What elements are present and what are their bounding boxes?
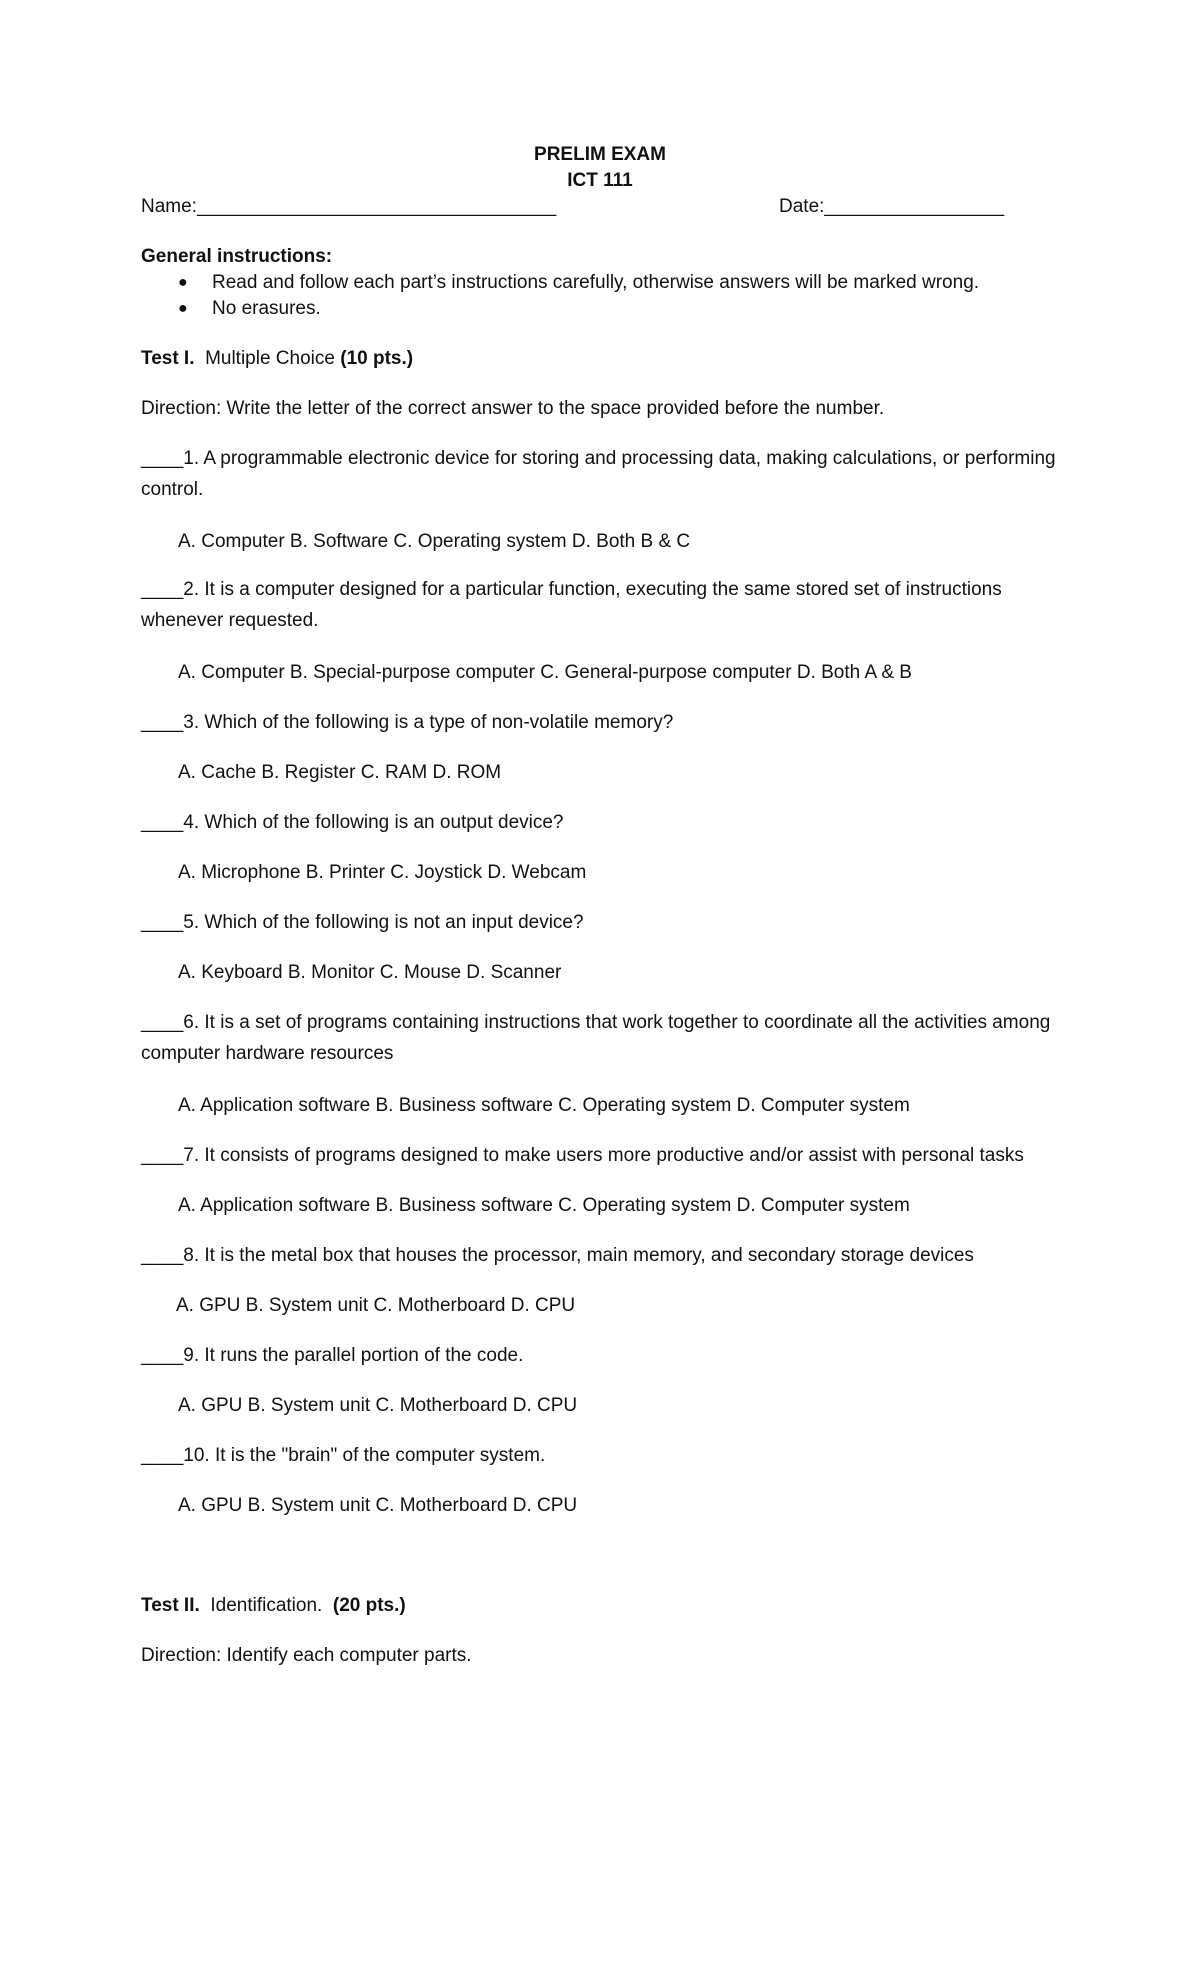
test1-heading — [141, 346, 413, 372]
question-2: ____2. It is a computer designed for a particular function, executing the same stored set of instructions whenever requested. — [141, 579, 1002, 631]
question-4-options: A. Microphone B. Printer C. Joystick D. Webcam — [178, 862, 587, 883]
test1-title: Multiple Choice — [205, 348, 335, 369]
test2-heading — [141, 1593, 406, 1619]
test1-direction: Direction: Write the letter of the correct answer to the space provided before the number. — [141, 398, 885, 419]
question-1: ____1. A programmable electronic device for storing and processing data, making calculations, or performing control. — [141, 448, 1056, 500]
course-code: ICT 111 — [567, 170, 633, 191]
test1-points: (10 pts.) — [340, 348, 414, 369]
test2-direction: Direction: Identify each computer parts. — [141, 1645, 472, 1666]
test2-label: Test II. — [141, 1595, 200, 1616]
question-3-options: A. Cache B. Register C. RAM D. ROM — [178, 762, 502, 783]
question-7: ____7. It consists of programs designed to make users more productive and/or assist with personal tasks — [141, 1145, 1024, 1166]
question-9: ____9. It runs the parallel portion of the code. — [141, 1345, 524, 1366]
question-8: ____8. It is the metal box that houses the processor, main memory, and secondary storage devices — [141, 1245, 974, 1266]
test2-points: (20 pts.) — [332, 1595, 406, 1616]
instruction-item: Read and follow each part’s instructions carefully, otherwise answers will be marked wrong. — [212, 272, 980, 293]
question-6: ____6. It is a set of programs containing instructions that work together to coordinate all the activities among computer hardware resources — [141, 1012, 1051, 1064]
bullet-icon: ● — [178, 300, 188, 317]
date-field: Date:_________________ — [779, 196, 1005, 217]
question-7-options: A. Application software B. Business software C. Operating system D. Computer system — [178, 1195, 910, 1216]
question-5: ____5. Which of the following is not an input device? — [141, 912, 584, 933]
test1-label: Test I. — [141, 348, 195, 369]
question-6-options: A. Application software B. Business software C. Operating system D. Computer system — [178, 1095, 910, 1116]
question-2-options: A. Computer B. Special-purpose computer C. General-purpose computer D. Both A & B — [178, 662, 912, 683]
exam-title: PRELIM EXAM — [534, 144, 666, 165]
question-9-options: A. GPU B. System unit C. Motherboard D. CPU — [178, 1395, 578, 1416]
question-10-options: A. GPU B. System unit C. Motherboard D. CPU — [178, 1495, 578, 1516]
instructions-heading: General instructions: — [141, 246, 333, 267]
name-field: Name:__________________________________ — [141, 196, 557, 217]
instruction-item: No erasures. — [212, 298, 321, 319]
bullet-icon: ● — [178, 274, 188, 291]
question-1-options: A. Computer B. Software C. Operating system D. Both B & C — [178, 531, 691, 552]
question-10: ____10. It is the "brain" of the computer system. — [141, 1445, 546, 1466]
question-3: ____3. Which of the following is a type of non-volatile memory? — [141, 712, 674, 733]
question-4: ____4. Which of the following is an output device? — [141, 812, 564, 833]
test2-title: Identification. — [210, 1595, 323, 1616]
question-5-options: A. Keyboard B. Monitor C. Mouse D. Scanner — [178, 962, 562, 983]
question-8-options: A. GPU B. System unit C. Motherboard D. CPU — [176, 1295, 576, 1316]
